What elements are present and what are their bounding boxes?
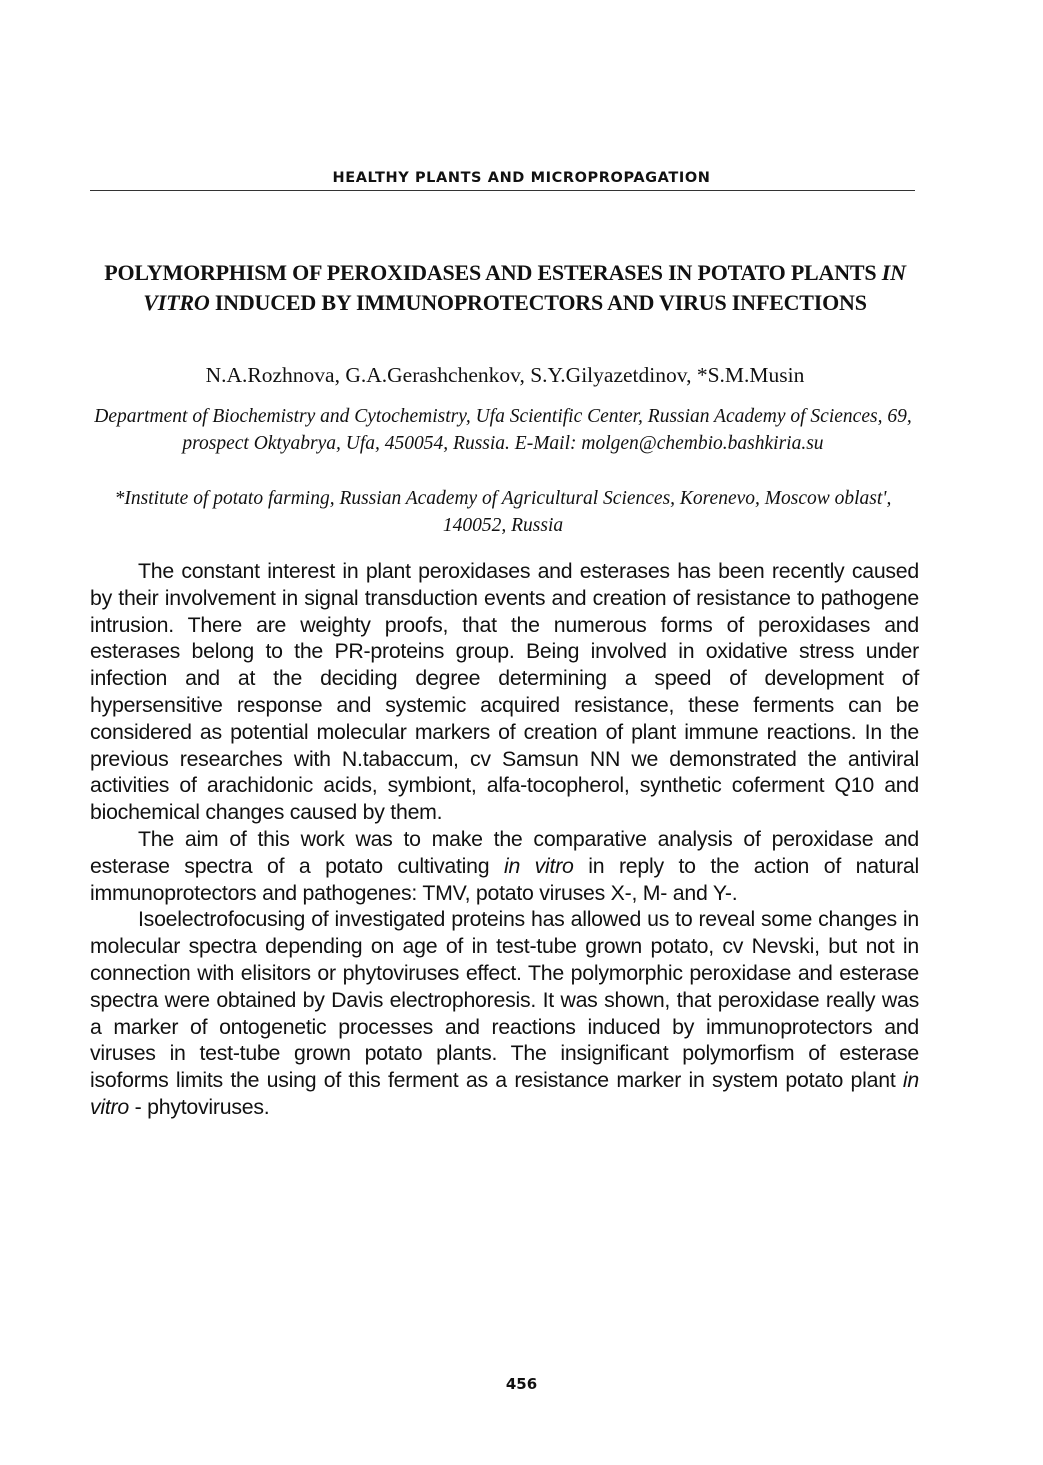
- paragraph-3-italic: in vitro: [90, 1068, 919, 1119]
- title-italic: IN VITRO: [143, 260, 906, 315]
- author-list: N.A.Rozhnova, G.A.Gerashchenkov, S.Y.Gilyazetdinov, *S.M.Musin: [205, 363, 805, 387]
- header-rule: [90, 190, 915, 191]
- affiliation-secondary: *Institute of potato farming, Russian Academy of Agricultural Sciences, Korenevo, Moscow oblast', 140052, Russia: [114, 488, 892, 536]
- running-header: HEALTHY PLANTS AND MICROPROPAGATION: [332, 170, 711, 186]
- paragraph-3-text-a: Isoelectrofocusing of investigated proteins has allowed us to reveal some changes in molecular spectra depending on age of in test-tube grown potato, cv Nevski, but not in connection with elisitors or phytoviruses effect. The polymorphic peroxidase and esterase spectra were obtained by Davis electrophoresis. It was shown, that peroxidase really was a marker of ontogenetic processes and reactions induced by immunoprotectors and viruses in test-tube grown potato plants. The insignificant polymorfism of esterase isoforms limits the using of this ferment as a resistance marker in system potato plant: [90, 907, 919, 1093]
- abstract-body: [90, 558, 919, 1121]
- paragraph-2-italic: in vitro: [503, 853, 574, 878]
- paragraph-2-text-b: in reply to the action of natural immunoprotectors and pathogenes: TMV, potato viruses X-, M- and Y-.: [90, 853, 919, 905]
- affiliation-primary: Department of Biochemistry and Cytochemistry, Ufa Scientific Center, Russian Academy of Sciences, 69, prospect Oktyabrya, Ufa, 450054, Russia. E-Mail: molgen@chembio.bashkiria.su: [94, 406, 912, 454]
- title-part-2: INDUCED BY IMMUNOPROTECTORS AND VIRUS INFECTIONS: [209, 290, 867, 315]
- page-number: 456: [505, 1375, 538, 1393]
- paragraph-1: The constant interest in plant peroxidases and esterases has been recently caused by their involvement in signal transduction events and creation of resistance to pathogene intrusion. There are weighty proofs, that the numerous forms of peroxidases and esterases belong to the PR-proteins group. Being involved in oxidative stress under infection and at the deciding degree determining a speed of development of hypersensitive response and systemic acquired resistance, these ferments can be considered as potential molecular markers of creation of plant immune reactions. In the previous researches with N.tabaccum, cv Samsun NN we demonstrated the antiviral activities of arachidonic acids, symbiont, alfa-tocopherol, synthetic coferment Q10 and biochemical changes caused by them.: [90, 559, 919, 825]
- paragraph-2: [90, 826, 919, 906]
- paper-title: [100, 258, 910, 318]
- paragraph-3: [90, 906, 919, 1120]
- title-part-1: POLYMORPHISM OF PEROXIDASES AND ESTERASES IN POTATO PLANTS: [104, 260, 882, 285]
- paragraph-2-text-a: The aim of this work was to make the comparative analysis of peroxidase and esterase spectra of a potato cultivating: [90, 826, 919, 878]
- paragraph-3-text-b: - phytoviruses.: [128, 1094, 270, 1119]
